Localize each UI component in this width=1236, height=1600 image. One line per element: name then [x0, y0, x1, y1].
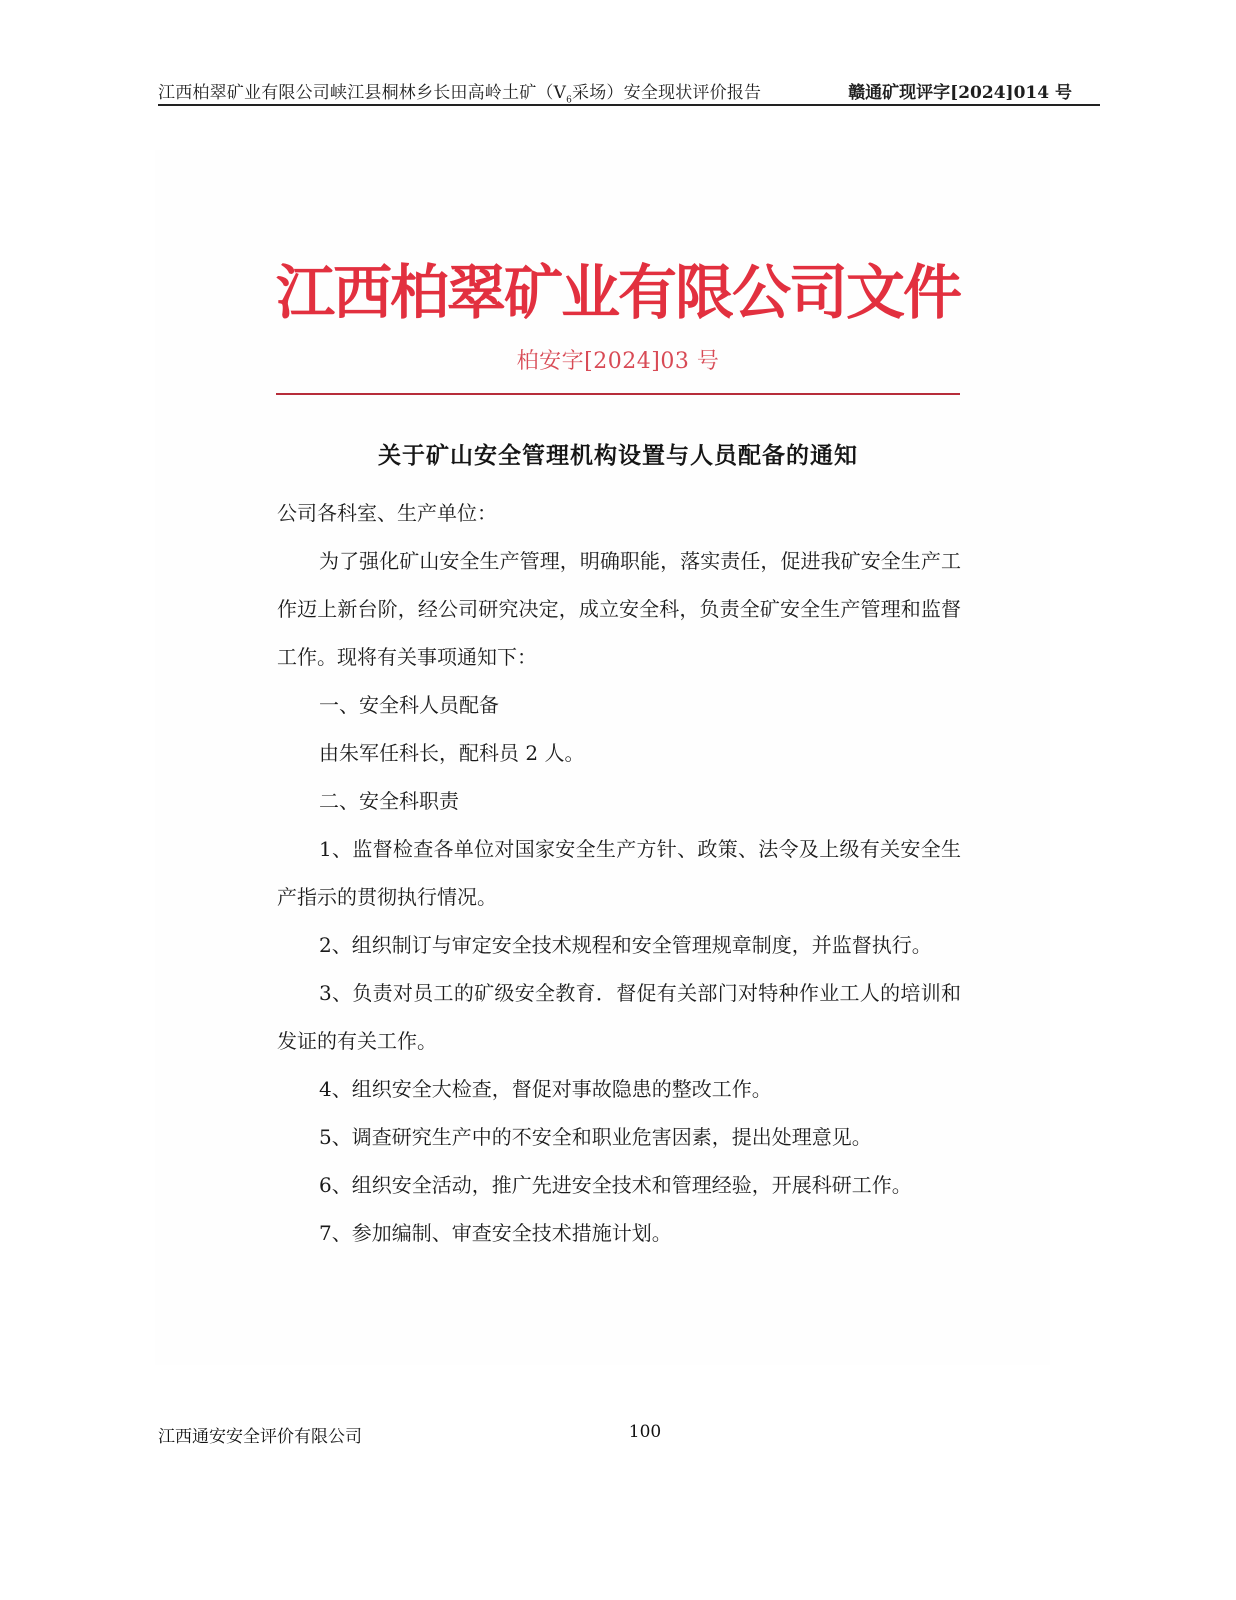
section-heading-duties: 二、安全科职责	[319, 789, 459, 813]
section-heading-staffing: 一、安全科人员配备	[319, 693, 499, 717]
page-number: 100	[628, 1422, 662, 1442]
duty-item: 1、监督检查各单位对国家安全生产方针、政策、法令及上级有关安全生产指示的贯彻执行情况。	[277, 837, 961, 909]
duty-item: 7、参加编制、审查安全技术措施计划。	[319, 1221, 672, 1245]
report-title-subscript: 6	[566, 95, 573, 106]
duty-item: 6、组织安全活动，推广先进安全技术和管理经验，开展科研工作。	[319, 1173, 912, 1197]
footer-company: 江西通安安全评价有限公司	[158, 1427, 362, 1447]
duty-item: 4、组织安全大检查，督促对事故隐患的整改工作。	[319, 1077, 772, 1101]
staffing-paragraph: 由朱军任科长，配科员 2 人。	[319, 741, 585, 765]
report-title-part1: 江西柏翠矿业有限公司峡江县桐林乡长田高岭土矿（V	[158, 83, 567, 103]
notice-title: 关于矿山安全管理机构设置与人员配备的通知	[378, 442, 858, 469]
report-title	[158, 78, 761, 105]
report-title-part2: 采场）安全现状评价报告	[572, 83, 762, 103]
duty-item: 3、负责对员工的矿级安全教育．督促有关部门对特种作业工人的培训和发证的有关工作。	[277, 981, 961, 1053]
issuer-banner: 江西柏翠矿业有限公司文件	[275, 258, 960, 327]
red-divider	[276, 393, 960, 395]
duty-item: 5、调查研究生产中的不安全和职业危害因素，提出处理意见。	[319, 1125, 872, 1149]
page-header	[158, 74, 1100, 106]
document-number: 柏安字[2024]03 号	[516, 349, 720, 374]
notice-body	[277, 489, 961, 1257]
intro-paragraph: 为了强化矿山安全生产管理，明确职能，落实责任，促进我矿安全生产工作迈上新台阶，经公司研究决定，成立安全科，负责全矿安全生产管理和监督工作。现将有关事项通知下：	[277, 549, 961, 669]
duty-item: 2、组织制订与审定安全技术规程和安全管理规章制度，并监督执行。	[319, 933, 932, 957]
salutation: 公司各科室、生产单位：	[277, 501, 497, 525]
report-code: 赣通矿现评字[2024]014 号	[848, 83, 1072, 103]
